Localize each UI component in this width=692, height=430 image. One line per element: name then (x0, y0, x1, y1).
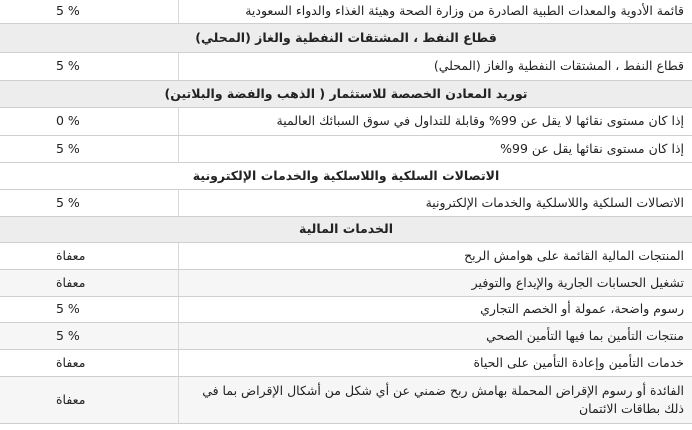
row-rate: معفاة (0, 269, 179, 296)
section-header (0, 162, 692, 189)
section-header (0, 80, 692, 107)
row-description: تشغيل الحسابات الجارية والإيداع والتوفير (179, 269, 692, 296)
table-row (0, 135, 692, 162)
section-header (0, 216, 692, 242)
section-header-title: الخدمات المالية (0, 216, 692, 242)
section-header (0, 23, 692, 52)
section-header-title: قطاع النفط ، المشتقات النفطية والغاز (المحلي) (0, 23, 692, 52)
row-description: قائمة الأدوية والمعدات الطبية الصادرة من وزارة الصحة وهيئة الغذاء والدواء السعودية (179, 0, 692, 23)
row-description: إذا كان مستوى نقائها لا يقل عن 99% وقابلة للتداول في سوق السبائك العالمية (179, 107, 692, 135)
row-rate: 5 % (0, 322, 179, 349)
row-rate: معفاة (0, 242, 179, 269)
table-row (0, 296, 692, 322)
row-description: قطاع النفط ، المشتقات النفطية والغاز (المحلي) (179, 52, 692, 80)
row-description: المنتجات المالية القائمة على هوامش الربح (179, 242, 692, 269)
row-rate: 5 % (0, 0, 179, 23)
table-row (0, 376, 692, 423)
row-rate: 5 % (0, 135, 179, 162)
row-description: إذا كان مستوى نقائها يقل عن 99% (179, 135, 692, 162)
row-rate: 5 % (0, 189, 179, 216)
row-description: الاتصالات السلكية واللاسلكية والخدمات الإلكترونية (179, 189, 692, 216)
row-rate: 0 % (0, 107, 179, 135)
row-description: خدمات التأمين وإعادة التأمين على الحياة (179, 349, 692, 376)
table-row (0, 0, 692, 23)
section-header-title: الاتصالات السلكية واللاسلكية والخدمات الإلكترونية (0, 162, 692, 189)
section-header-title: توريد المعادن الخصصة للاستثمار ( الذهب والفضة والبلاتين) (0, 80, 692, 107)
table-row (0, 242, 692, 269)
table-row (0, 189, 692, 216)
table-row (0, 322, 692, 349)
row-description: منتجات التأمين بما فيها التأمين الصحي (179, 322, 692, 349)
row-description: رسوم واضحة، عمولة أو الخصم التجاري (179, 296, 692, 322)
table-row (0, 349, 692, 376)
row-rate: 5 % (0, 296, 179, 322)
row-rate: 5 % (0, 52, 179, 80)
table-row (0, 52, 692, 80)
table-row (0, 269, 692, 296)
row-rate: معفاة (0, 349, 179, 376)
row-rate: معفاة (0, 376, 179, 423)
row-description: الفائدة أو رسوم الإقراض المحملة بهامش ربح ضمني عن أي شكل من أشكال الإقراض بما في ذلك بطاقات الائتمان (179, 376, 692, 423)
table-row (0, 107, 692, 135)
